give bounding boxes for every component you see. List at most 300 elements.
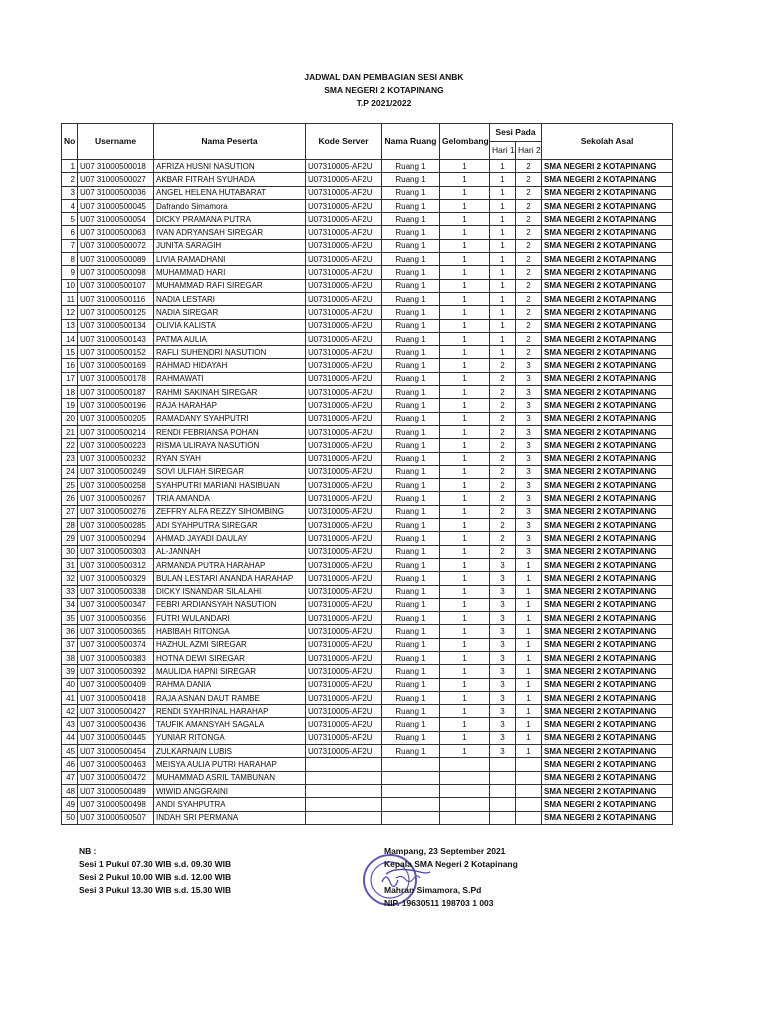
table-row (62, 372, 673, 385)
cell-username: U07 31000500107 (78, 279, 154, 292)
cell-kode-server: U07310005-AF2U (306, 332, 382, 345)
table-row (62, 492, 673, 505)
table-row (62, 705, 673, 718)
table-row (62, 452, 673, 465)
cell-hari-2: 3 (516, 452, 542, 465)
cell-kode-server: U07310005-AF2U (306, 279, 382, 292)
cell-gelombang: 1 (440, 186, 490, 199)
cell-nama-peserta: SYAHPUTRI MARIANI HASIBUAN (154, 479, 306, 492)
cell-sekolah-asal: SMA NEGERI 2 KOTAPINANG (542, 731, 673, 744)
cell-sekolah-asal: SMA NEGERI 2 KOTAPINANG (542, 266, 673, 279)
cell-nama-peserta: RAHMI SAKINAH SIREGAR (154, 386, 306, 399)
cell-hari-1: 1 (490, 226, 516, 239)
cell-kode-server: U07310005-AF2U (306, 213, 382, 226)
cell-nama-ruang: Ruang 1 (382, 731, 440, 744)
cell-sekolah-asal: SMA NEGERI 2 KOTAPINANG (542, 359, 673, 372)
cell-hari-2 (516, 784, 542, 797)
cell-hari-1: 1 (490, 346, 516, 359)
cell-sekolah-asal: SMA NEGERI 2 KOTAPINANG (542, 465, 673, 478)
cell-nama-peserta: ZEFFRY ALFA REZZY SIHOMBING (154, 505, 306, 518)
cell-nama-ruang: Ruang 1 (382, 425, 440, 438)
cell-hari-1: 3 (490, 585, 516, 598)
cell-kode-server: U07310005-AF2U (306, 372, 382, 385)
cell-gelombang: 1 (440, 625, 490, 638)
cell-hari-2: 2 (516, 239, 542, 252)
cell-kode-server: U07310005-AF2U (306, 199, 382, 212)
cell-hari-2: 3 (516, 532, 542, 545)
cell-username: U07 31000500392 (78, 665, 154, 678)
cell-kode-server: U07310005-AF2U (306, 239, 382, 252)
table-row (62, 665, 673, 678)
cell-hari-2: 1 (516, 678, 542, 691)
cell-gelombang: 1 (440, 226, 490, 239)
table-row (62, 505, 673, 518)
cell-hari-2: 3 (516, 465, 542, 478)
cell-hari-1: 2 (490, 465, 516, 478)
table-row (62, 519, 673, 532)
cell-no: 40 (62, 678, 78, 691)
cell-hari-2: 1 (516, 625, 542, 638)
cell-no: 37 (62, 638, 78, 651)
cell-nama-peserta: ZULKARNAIN LUBIS (154, 745, 306, 758)
cell-no: 9 (62, 266, 78, 279)
table-row (62, 545, 673, 558)
cell-nama-ruang: Ruang 1 (382, 505, 440, 518)
cell-username: U07 31000500045 (78, 199, 154, 212)
cell-kode-server: U07310005-AF2U (306, 651, 382, 664)
cell-hari-2: 2 (516, 213, 542, 226)
table-row (62, 758, 673, 771)
cell-no: 45 (62, 745, 78, 758)
cell-sekolah-asal: SMA NEGERI 2 KOTAPINANG (542, 292, 673, 305)
cell-nama-ruang: Ruang 1 (382, 585, 440, 598)
table-row (62, 186, 673, 199)
cell-gelombang: 1 (440, 292, 490, 305)
cell-username: U07 31000500356 (78, 612, 154, 625)
cell-nama-ruang: Ruang 1 (382, 319, 440, 332)
cell-no: 3 (62, 186, 78, 199)
cell-nama-peserta: WIWID ANGGRAINI (154, 784, 306, 797)
cell-kode-server: U07310005-AF2U (306, 745, 382, 758)
cell-gelombang: 1 (440, 412, 490, 425)
cell-username: U07 31000500338 (78, 585, 154, 598)
sign-nip: NIP. 19630511 198703 1 003 (384, 898, 494, 908)
cell-kode-server: U07310005-AF2U (306, 638, 382, 651)
cell-username: U07 31000500036 (78, 186, 154, 199)
cell-nama-peserta: RISMA ULIRAYA NASUTION (154, 439, 306, 452)
cell-nama-peserta: ADI SYAHPUTRA SIREGAR (154, 519, 306, 532)
cell-nama-peserta: MAULIDA HAPNI SIREGAR (154, 665, 306, 678)
cell-no: 6 (62, 226, 78, 239)
cell-nama-peserta: ANGEL HELENA HUTABARAT (154, 186, 306, 199)
cell-nama-peserta: RAHMAWATI (154, 372, 306, 385)
cell-username: U07 31000500498 (78, 798, 154, 811)
cell-hari-1: 2 (490, 545, 516, 558)
cell-hari-1: 1 (490, 186, 516, 199)
cell-nama-ruang: Ruang 1 (382, 545, 440, 558)
cell-gelombang (440, 798, 490, 811)
note-line: Sesi 2 Pukul 10.00 WIB s.d. 12.00 WIB (79, 872, 232, 882)
cell-sekolah-asal: SMA NEGERI 2 KOTAPINANG (542, 186, 673, 199)
cell-kode-server: U07310005-AF2U (306, 532, 382, 545)
cell-no: 2 (62, 173, 78, 186)
notes-label: NB : (79, 846, 97, 856)
table-row (62, 572, 673, 585)
cell-hari-2: 2 (516, 199, 542, 212)
cell-nama-peserta: TRIA AMANDA (154, 492, 306, 505)
cell-hari-1: 1 (490, 160, 516, 173)
cell-nama-ruang: Ruang 1 (382, 239, 440, 252)
cell-sekolah-asal: SMA NEGERI 2 KOTAPINANG (542, 492, 673, 505)
cell-no: 26 (62, 492, 78, 505)
cell-gelombang: 1 (440, 239, 490, 252)
cell-hari-2: 3 (516, 359, 542, 372)
cell-gelombang: 1 (440, 279, 490, 292)
cell-sekolah-asal: SMA NEGERI 2 KOTAPINANG (542, 771, 673, 784)
cell-nama-ruang: Ruang 1 (382, 226, 440, 239)
cell-kode-server (306, 811, 382, 824)
cell-sekolah-asal: SMA NEGERI 2 KOTAPINANG (542, 332, 673, 345)
cell-kode-server: U07310005-AF2U (306, 173, 382, 186)
cell-hari-1: 2 (490, 479, 516, 492)
cell-nama-peserta: DICKY ISNANDAR SILALAHI (154, 585, 306, 598)
cell-hari-2 (516, 758, 542, 771)
cell-gelombang: 1 (440, 253, 490, 266)
cell-hari-2: 2 (516, 186, 542, 199)
cell-sekolah-asal: SMA NEGERI 2 KOTAPINANG (542, 811, 673, 824)
table-row (62, 612, 673, 625)
signature-block (384, 845, 518, 910)
cell-gelombang: 1 (440, 492, 490, 505)
cell-nama-ruang: Ruang 1 (382, 532, 440, 545)
cell-no: 25 (62, 479, 78, 492)
table-row (62, 332, 673, 345)
cell-username: U07 31000500018 (78, 160, 154, 173)
cell-username: U07 31000500463 (78, 758, 154, 771)
cell-no: 50 (62, 811, 78, 824)
cell-sekolah-asal: SMA NEGERI 2 KOTAPINANG (542, 346, 673, 359)
cell-kode-server (306, 798, 382, 811)
cell-no: 7 (62, 239, 78, 252)
cell-nama-ruang: Ruang 1 (382, 665, 440, 678)
table-row (62, 691, 673, 704)
note-line: Sesi 1 Pukul 07.30 WIB s.d. 09.30 WIB (79, 859, 232, 869)
cell-username: U07 31000500134 (78, 319, 154, 332)
cell-kode-server (306, 758, 382, 771)
cell-username: U07 31000500152 (78, 346, 154, 359)
cell-sekolah-asal: SMA NEGERI 2 KOTAPINANG (542, 239, 673, 252)
cell-gelombang: 1 (440, 386, 490, 399)
table-row (62, 266, 673, 279)
cell-sekolah-asal: SMA NEGERI 2 KOTAPINANG (542, 479, 673, 492)
cell-hari-1: 2 (490, 372, 516, 385)
cell-no: 22 (62, 439, 78, 452)
schedule-table (61, 123, 673, 825)
cell-gelombang: 1 (440, 678, 490, 691)
cell-kode-server: U07310005-AF2U (306, 359, 382, 372)
cell-nama-ruang: Ruang 1 (382, 199, 440, 212)
cell-nama-ruang: Ruang 1 (382, 399, 440, 412)
cell-hari-1: 2 (490, 399, 516, 412)
cell-nama-ruang: Ruang 1 (382, 638, 440, 651)
cell-no: 31 (62, 558, 78, 571)
cell-nama-ruang: Ruang 1 (382, 465, 440, 478)
cell-nama-peserta: RYAN SYAH (154, 452, 306, 465)
cell-no: 18 (62, 386, 78, 399)
cell-hari-2: 2 (516, 173, 542, 186)
cell-gelombang: 1 (440, 558, 490, 571)
cell-sekolah-asal: SMA NEGERI 2 KOTAPINANG (542, 638, 673, 651)
cell-sekolah-asal: SMA NEGERI 2 KOTAPINANG (542, 372, 673, 385)
cell-sekolah-asal: SMA NEGERI 2 KOTAPINANG (542, 253, 673, 266)
cell-nama-peserta: SOVI ULFIAH SIREGAR (154, 465, 306, 478)
cell-nama-ruang: Ruang 1 (382, 598, 440, 611)
cell-hari-1: 3 (490, 572, 516, 585)
cell-hari-2: 1 (516, 731, 542, 744)
cell-username: U07 31000500454 (78, 745, 154, 758)
sign-place-date: Mampang, 23 September 2021 (384, 846, 506, 856)
cell-sekolah-asal: SMA NEGERI 2 KOTAPINANG (542, 213, 673, 226)
cell-nama-ruang: Ruang 1 (382, 253, 440, 266)
cell-no: 5 (62, 213, 78, 226)
header-nama-ruang: Nama Ruang (382, 124, 440, 160)
cell-no: 10 (62, 279, 78, 292)
cell-hari-2: 2 (516, 332, 542, 345)
cell-nama-peserta: RENDI FEBRIANSA POHAN (154, 425, 306, 438)
cell-sekolah-asal: SMA NEGERI 2 KOTAPINANG (542, 572, 673, 585)
cell-nama-ruang (382, 784, 440, 797)
cell-no: 43 (62, 718, 78, 731)
cell-username: U07 31000500427 (78, 705, 154, 718)
cell-sekolah-asal: SMA NEGERI 2 KOTAPINANG (542, 306, 673, 319)
cell-sekolah-asal: SMA NEGERI 2 KOTAPINANG (542, 319, 673, 332)
cell-username: U07 31000500303 (78, 545, 154, 558)
cell-sekolah-asal: SMA NEGERI 2 KOTAPINANG (542, 612, 673, 625)
cell-nama-ruang: Ruang 1 (382, 612, 440, 625)
cell-gelombang (440, 811, 490, 824)
cell-hari-1: 2 (490, 359, 516, 372)
cell-gelombang: 1 (440, 545, 490, 558)
cell-nama-peserta: RAHMAD HIDAYAH (154, 359, 306, 372)
cell-gelombang: 1 (440, 691, 490, 704)
cell-sekolah-asal: SMA NEGERI 2 KOTAPINANG (542, 705, 673, 718)
cell-kode-server: U07310005-AF2U (306, 226, 382, 239)
cell-hari-1: 3 (490, 598, 516, 611)
cell-username: U07 31000500178 (78, 372, 154, 385)
table-row (62, 399, 673, 412)
cell-no: 13 (62, 319, 78, 332)
cell-sekolah-asal: SMA NEGERI 2 KOTAPINANG (542, 226, 673, 239)
header-nama-peserta: Nama Peserta (154, 124, 306, 160)
note-line: Sesi 3 Pukul 13.30 WIB s.d. 15.30 WIB (79, 885, 232, 895)
cell-gelombang: 1 (440, 745, 490, 758)
cell-kode-server: U07310005-AF2U (306, 319, 382, 332)
cell-gelombang (440, 784, 490, 797)
cell-username: U07 31000500285 (78, 519, 154, 532)
cell-hari-2: 3 (516, 545, 542, 558)
cell-kode-server: U07310005-AF2U (306, 412, 382, 425)
cell-username: U07 31000500409 (78, 678, 154, 691)
cell-gelombang: 1 (440, 359, 490, 372)
cell-kode-server: U07310005-AF2U (306, 678, 382, 691)
cell-hari-1: 2 (490, 412, 516, 425)
cell-nama-ruang: Ruang 1 (382, 519, 440, 532)
header-kode-server: Kode Server (306, 124, 382, 160)
notes-block (79, 845, 231, 897)
cell-hari-1: 2 (490, 519, 516, 532)
cell-hari-1: 1 (490, 213, 516, 226)
cell-hari-2: 1 (516, 705, 542, 718)
cell-hari-2: 3 (516, 372, 542, 385)
cell-no: 47 (62, 771, 78, 784)
cell-sekolah-asal: SMA NEGERI 2 KOTAPINANG (542, 798, 673, 811)
cell-hari-1: 3 (490, 558, 516, 571)
table-row (62, 199, 673, 212)
cell-sekolah-asal: SMA NEGERI 2 KOTAPINANG (542, 173, 673, 186)
cell-nama-ruang: Ruang 1 (382, 745, 440, 758)
cell-nama-peserta: RAFLI SUHENDRI NASUTION (154, 346, 306, 359)
cell-kode-server: U07310005-AF2U (306, 665, 382, 678)
cell-nama-peserta: ANDI SYAHPUTRA (154, 798, 306, 811)
cell-hari-1: 3 (490, 665, 516, 678)
cell-hari-1: 3 (490, 745, 516, 758)
cell-username: U07 31000500116 (78, 292, 154, 305)
cell-nama-peserta: NADIA SIREGAR (154, 306, 306, 319)
cell-nama-peserta: TAUFIK AMANSYAH SAGALA (154, 718, 306, 731)
cell-sekolah-asal: SMA NEGERI 2 KOTAPINANG (542, 625, 673, 638)
table-row (62, 745, 673, 758)
cell-nama-peserta: HAZHUL AZMI SIREGAR (154, 638, 306, 651)
cell-no: 32 (62, 572, 78, 585)
cell-hari-1 (490, 771, 516, 784)
cell-hari-1: 3 (490, 678, 516, 691)
table-row (62, 319, 673, 332)
cell-sekolah-asal: SMA NEGERI 2 KOTAPINANG (542, 784, 673, 797)
cell-hari-2: 3 (516, 399, 542, 412)
cell-username: U07 31000500214 (78, 425, 154, 438)
cell-gelombang: 1 (440, 731, 490, 744)
table-row (62, 253, 673, 266)
table-row (62, 306, 673, 319)
cell-hari-2: 3 (516, 505, 542, 518)
cell-nama-ruang: Ruang 1 (382, 386, 440, 399)
cell-no: 17 (62, 372, 78, 385)
cell-gelombang: 1 (440, 598, 490, 611)
cell-hari-2 (516, 798, 542, 811)
table-row (62, 279, 673, 292)
cell-no: 20 (62, 412, 78, 425)
school-name-title: SMA NEGERI 2 KOTAPINANG (324, 85, 444, 95)
cell-hari-2: 1 (516, 572, 542, 585)
cell-username: U07 31000500249 (78, 465, 154, 478)
cell-nama-ruang (382, 758, 440, 771)
cell-hari-1 (490, 811, 516, 824)
cell-hari-2: 2 (516, 160, 542, 173)
cell-kode-server: U07310005-AF2U (306, 558, 382, 571)
cell-username: U07 31000500418 (78, 691, 154, 704)
cell-no: 33 (62, 585, 78, 598)
cell-hari-2: 2 (516, 266, 542, 279)
cell-kode-server: U07310005-AF2U (306, 465, 382, 478)
cell-nama-peserta: PATMA AULIA (154, 332, 306, 345)
cell-kode-server: U07310005-AF2U (306, 186, 382, 199)
cell-sekolah-asal: SMA NEGERI 2 KOTAPINANG (542, 505, 673, 518)
table-row (62, 479, 673, 492)
cell-hari-1: 2 (490, 425, 516, 438)
cell-gelombang: 1 (440, 332, 490, 345)
cell-username: U07 31000500223 (78, 439, 154, 452)
cell-hari-1: 3 (490, 625, 516, 638)
cell-no: 16 (62, 359, 78, 372)
cell-sekolah-asal: SMA NEGERI 2 KOTAPINANG (542, 585, 673, 598)
header-hari-1: Hari 1 (490, 142, 516, 160)
table-row (62, 731, 673, 744)
header-username: Username (78, 124, 154, 160)
cell-nama-peserta: NADIA LESTARI (154, 292, 306, 305)
table-row (62, 558, 673, 571)
cell-hari-2: 2 (516, 319, 542, 332)
header-no: No (62, 124, 78, 160)
schedule-table-body (62, 160, 673, 825)
cell-kode-server: U07310005-AF2U (306, 625, 382, 638)
cell-no: 35 (62, 612, 78, 625)
cell-username: U07 31000500098 (78, 266, 154, 279)
cell-username: U07 31000500258 (78, 479, 154, 492)
cell-sekolah-asal: SMA NEGERI 2 KOTAPINANG (542, 519, 673, 532)
cell-nama-ruang: Ruang 1 (382, 213, 440, 226)
cell-hari-1: 2 (490, 439, 516, 452)
cell-username: U07 31000500196 (78, 399, 154, 412)
cell-nama-peserta: BULAN LESTARI ANANDA HARAHAP (154, 572, 306, 585)
cell-nama-peserta: RAMADANY SYAHPUTRI (154, 412, 306, 425)
cell-username: U07 31000500347 (78, 598, 154, 611)
header-hari-2: Hari 2 (516, 142, 542, 160)
cell-hari-2: 3 (516, 439, 542, 452)
cell-nama-ruang: Ruang 1 (382, 292, 440, 305)
cell-hari-1: 3 (490, 691, 516, 704)
cell-username: U07 31000500267 (78, 492, 154, 505)
cell-nama-ruang: Ruang 1 (382, 718, 440, 731)
table-row (62, 439, 673, 452)
cell-username: U07 31000500365 (78, 625, 154, 638)
cell-username: U07 31000500169 (78, 359, 154, 372)
cell-nama-peserta: RAJA HARAHAP (154, 399, 306, 412)
cell-nama-peserta: HOTNA DEWI SIREGAR (154, 651, 306, 664)
cell-nama-ruang: Ruang 1 (382, 678, 440, 691)
table-row (62, 346, 673, 359)
cell-username: U07 31000500383 (78, 651, 154, 664)
cell-gelombang: 1 (440, 173, 490, 186)
cell-username: U07 31000500445 (78, 731, 154, 744)
cell-nama-ruang (382, 771, 440, 784)
cell-gelombang: 1 (440, 399, 490, 412)
cell-nama-peserta: OLIVIA KALISTA (154, 319, 306, 332)
cell-hari-1: 2 (490, 505, 516, 518)
cell-hari-2: 3 (516, 412, 542, 425)
cell-hari-1: 2 (490, 492, 516, 505)
cell-hari-1: 1 (490, 319, 516, 332)
cell-kode-server: U07310005-AF2U (306, 160, 382, 173)
cell-no: 24 (62, 465, 78, 478)
cell-nama-ruang: Ruang 1 (382, 691, 440, 704)
cell-kode-server: U07310005-AF2U (306, 399, 382, 412)
cell-hari-2: 3 (516, 425, 542, 438)
cell-hari-1: 3 (490, 651, 516, 664)
cell-gelombang (440, 771, 490, 784)
cell-sekolah-asal: SMA NEGERI 2 KOTAPINANG (542, 160, 673, 173)
cell-hari-1: 2 (490, 452, 516, 465)
table-row (62, 651, 673, 664)
